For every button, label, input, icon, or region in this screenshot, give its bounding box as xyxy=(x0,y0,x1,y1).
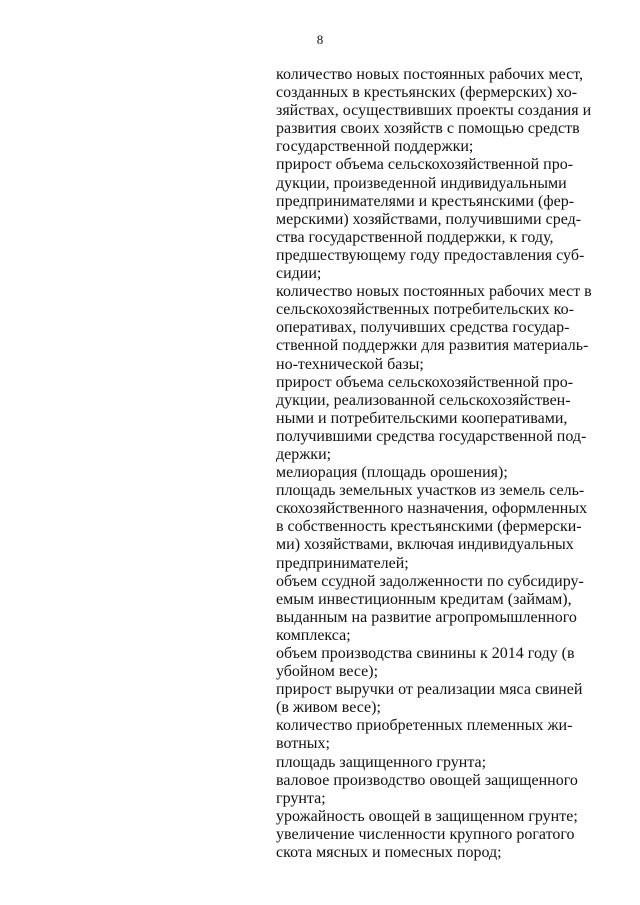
indicator-list xyxy=(276,66,592,862)
text-line: государственной поддержки; xyxy=(276,138,474,156)
text-line: грунта; xyxy=(276,789,326,807)
text-line: получившими средства государственной под- xyxy=(276,427,587,445)
indicator-item xyxy=(276,808,582,826)
text-line: емым инвестиционным кредитам (займам), xyxy=(276,590,572,608)
text-line: выданным на развитие агропромышленного xyxy=(276,608,577,626)
text-line: предпринимателями и крестьянскими (фер- xyxy=(276,192,575,210)
text-line: урожайность овощей в защищенном грунте; xyxy=(276,807,578,825)
indicator-item xyxy=(276,573,582,645)
indicator-item xyxy=(276,681,582,717)
text-line: прирост объема сельскохозяйственной про- xyxy=(276,156,574,174)
text-line: сидии; xyxy=(276,265,322,283)
text-line: валовое производство овощей защищенного xyxy=(276,771,578,789)
text-line: количество новых постоянных рабочих мест, xyxy=(276,66,583,83)
text-line: скохозяйственного назначения, оформленных xyxy=(276,500,588,518)
text-line: ственной поддержки для развития материаль- xyxy=(276,337,589,355)
text-line: количество новых постоянных рабочих мест в xyxy=(276,283,592,301)
indicator-item xyxy=(276,645,582,681)
indicator-item xyxy=(276,156,585,283)
text-line: дукции, произведенной индивидуальными xyxy=(276,174,567,192)
text-line: площадь защищенного грунта; xyxy=(276,753,487,771)
text-line: прирост выручки от реализации мяса свиней xyxy=(276,681,583,699)
text-line: увеличение численности крупного рогатого xyxy=(276,825,575,843)
indicator-item xyxy=(276,772,582,808)
text-line: предпринимателей; xyxy=(276,554,409,572)
text-line: мелиорация (площадь орошения); xyxy=(276,464,508,482)
text-line: убойном весе); xyxy=(276,663,379,681)
text-line: ными и потребительскими кооперативами, xyxy=(276,409,568,427)
text-line: объем ссудной задолженности по субсидиру- xyxy=(276,572,584,590)
text-line: но-технической базы; xyxy=(276,355,424,373)
text-line: предшествующему году предоставления суб- xyxy=(276,246,585,264)
indicator-item xyxy=(276,826,582,862)
text-line: ства государственной поддержки, к году, xyxy=(276,228,554,246)
text-line: развития своих хозяйств с помощью средств xyxy=(276,120,580,138)
text-line: в собственность крестьянскими (фермерски- xyxy=(276,518,582,536)
text-line: созданных в крестьянских (фермерских) хо- xyxy=(276,84,578,102)
indicator-item xyxy=(276,283,592,373)
text-line: оперативах, получивших средства государ- xyxy=(276,319,570,337)
text-line: зяйствах, осуществивших проекты создания и xyxy=(276,102,592,120)
text-line: прирост объема сельскохозяйственной про- xyxy=(276,373,574,391)
text-line: ми) хозяйствами, включая индивидуальных xyxy=(276,536,574,554)
text-line: количество приобретенных племенных жи- xyxy=(276,717,573,735)
page-number: 8 xyxy=(316,32,324,47)
text-line: (в живом весе); xyxy=(276,699,381,717)
indicator-item xyxy=(276,482,588,572)
text-line: комплекса; xyxy=(276,626,351,644)
text-line: держки; xyxy=(276,445,332,463)
text-line: мерскими) хозяйствами, получившими сред- xyxy=(276,210,582,228)
text-line: вотных; xyxy=(276,735,330,753)
text-line: площадь земельных участков из земель сель- xyxy=(276,482,585,500)
text-line: скота мясных и помесных пород; xyxy=(276,844,502,862)
text-line: дукции, реализованной сельскохозяйствен- xyxy=(276,391,571,409)
text-line: объем производства свинины к 2014 году (в xyxy=(276,645,575,662)
indicator-item xyxy=(276,717,582,753)
indicator-item xyxy=(276,373,587,464)
indicator-item xyxy=(276,66,592,156)
text-line: сельскохозяйственных потребительских ко- xyxy=(276,301,574,319)
indicator-item xyxy=(276,464,582,482)
indicator-item xyxy=(276,754,582,772)
